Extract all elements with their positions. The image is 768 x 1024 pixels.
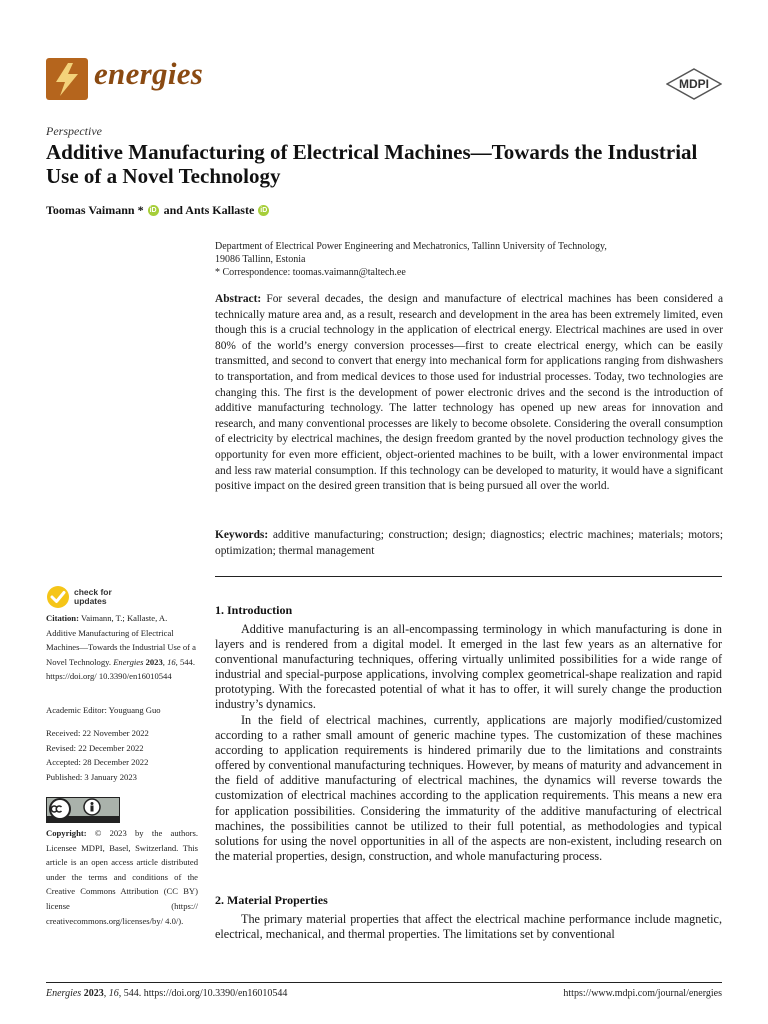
cc-by-license-icon[interactable]	[46, 797, 120, 823]
citation-block: Citation: Vaimann, T.; Kallaste, A. Additive Manufacturing of Electrical Machines—Towards the Industrial Use of a Novel Technology. Energies 2023, 16, 544. https://doi.org/ 10.3390/en16010544	[46, 613, 196, 682]
affiliation-line: Department of Electrical Power Engineering and Mechatronics, Tallinn University of Technology,	[215, 241, 607, 252]
mdpi-logo	[666, 68, 722, 100]
body-paragraph: Additive manufacturing is an all-encompassing terminology in which manufacturing is done in layers and is rendered from a digital model. It emerged in the last few years as an alternative for conventional manufacturing techniques, offering virtually unlimited possibilities for a wide range of industrial and special-purpose applications, involving complex geometrical-shape realization and rapid prototyping. With the forecasted potential of what it has to offer, it will surely change the production industry’s dynamics.	[215, 622, 722, 712]
footer-citation: Energies 2023, 16, 544. https://doi.org/10.3390/en16010544	[46, 988, 288, 999]
section-heading-introduction: 1. Introduction	[215, 603, 293, 617]
check-updates-icon	[46, 585, 70, 609]
journal-logo-icon	[46, 58, 88, 100]
author-name[interactable]: Toomas Vaimann *	[46, 203, 144, 217]
citation-volume: 16	[167, 656, 176, 667]
footer-journal: Energies	[46, 988, 82, 999]
orcid-icon[interactable]: iD	[149, 207, 157, 214]
copyright-text: © 2023 by the authors. Licensee MDPI, Basel, Switzerland. This article is an open access article distributed under the terms and conditions of the Creative Commons Attribution (CC BY) license (https:// creativecommons.org/licenses/by/ 4.0/).	[46, 828, 198, 926]
copyright-block	[46, 826, 198, 928]
footer-divider	[46, 982, 722, 983]
date-accepted: Accepted: 28 December 2022	[46, 757, 149, 768]
dates-block	[46, 726, 198, 784]
section-heading-material-properties: 2. Material Properties	[215, 893, 328, 907]
date-revised: Revised: 22 December 2022	[46, 742, 144, 753]
affiliation-block	[215, 240, 725, 279]
section-divider	[215, 576, 722, 577]
check-for-updates-badge[interactable]	[46, 585, 112, 609]
publisher-name: MDPI	[679, 77, 709, 91]
citation-doi[interactable]: , 544. https://doi.org/ 10.3390/en16010544	[46, 656, 195, 682]
citation-year: 2023	[145, 656, 163, 667]
article-title: Additive Manufacturing of Electrical Machines—Towards the Industrial Use of a Novel Technology	[46, 140, 698, 188]
citation-label: Citation:	[46, 613, 79, 623]
abstract	[215, 292, 723, 495]
check-line-1: check for	[74, 587, 112, 597]
copyright-label: Copyright:	[46, 828, 87, 838]
citation-text: Vaimann, T.; Kallaste, A. Additive Manufacturing of Electrical Machines—Towards the Industrial Use of a Novel Technology.	[46, 613, 196, 667]
footer-year: 2023	[83, 988, 104, 999]
date-received: Received: 22 November 2022	[46, 728, 149, 738]
footer-journal-url[interactable]: https://www.mdpi.com/journal/energies	[563, 988, 722, 999]
abstract-text: For several decades, the design and manufacture of electrical machines has been considered a technically mature area and, as a result, research and development in the area has been extremely limited, even though this is a crucial technology in the application of electrical energy. Electrical machines are used in over 80% of the world’s energy conversion processes—first to create electrical energy, which can be easily transmitted, and second to convert that energy into mechanical form for applications ranging from dishwashers to transportation, and from medical devices to those used for industrial processes. Today, two technologies are changing this. The first is the development of power electronic drives and the second is the introduction of additive manufacturing technology. The latter technology has opened up new areas for innovation and research, and many conventional processes are likely to become obsolete. Considering the overall consumption of electricity by electrical machines, the design freedom granted by the novel production technology gives the opportunity for even more efficient, object-oriented machines to be built, with a lower environmental impact and less raw material consumption. If this technology can be developed to maturity, it would have a significant positive impact on the desired green transition that is being pursued all over the world.	[215, 293, 723, 493]
journal-name: energies	[94, 56, 204, 91]
footer-volume: 16	[108, 988, 119, 999]
citation-journal: Energies	[113, 656, 144, 667]
keywords	[215, 528, 723, 559]
body-paragraph: The primary material properties that affect the electrical machine performance include magnetic, electrical, mechanical, and thermal properties. The limitations set by conventional	[215, 912, 722, 942]
correspondence-line[interactable]: * Correspondence: toomas.vaimann@taltech.ee	[215, 267, 406, 278]
author-name[interactable]: and Ants Kallaste	[163, 203, 255, 217]
check-updates-label	[74, 588, 112, 606]
keywords-text: additive manufacturing; construction; design; diagnostics; electric machines; materials; motors; optimization; thermal management	[215, 529, 723, 557]
orcid-icon[interactable]: iD	[260, 207, 268, 214]
keywords-label: Keywords:	[215, 529, 269, 541]
affiliation-line: 19086 Tallinn, Estonia	[215, 254, 306, 265]
footer-doi[interactable]: , 544. https://doi.org/10.3390/en16010544	[118, 988, 288, 999]
abstract-label: Abstract:	[215, 293, 262, 305]
check-line-2: updates	[74, 596, 107, 606]
academic-editor: Academic Editor: Youguang Guo	[46, 705, 161, 715]
body-paragraph: In the field of electrical machines, currently, applications are majorly modified/customized according to a rather small amount of generic machine types. The customization of these machines according to application requirements is hindered primarily due to the limitations and constraints offered by conventional manufacturing techniques. However, by means of maturity and advancement in the field of additive manufacturing of electrical machines, the dynamics will reverse towards the customization of electrical machines according to the application requirements. This means a new era for application possibilities. Considering the immaturity of the additive manufacturing of electrical machines, the possibilities cannot be utilized to their full potential, as methodologies and typical solutions for using the novel opportunities in all of the aspects are non-existent, including research on the material properties, design, construction, and whole manufacturing process.	[215, 713, 722, 863]
date-published: Published: 3 January 2023	[46, 771, 137, 782]
article-type: Perspective	[46, 124, 102, 138]
author-list	[46, 203, 272, 218]
